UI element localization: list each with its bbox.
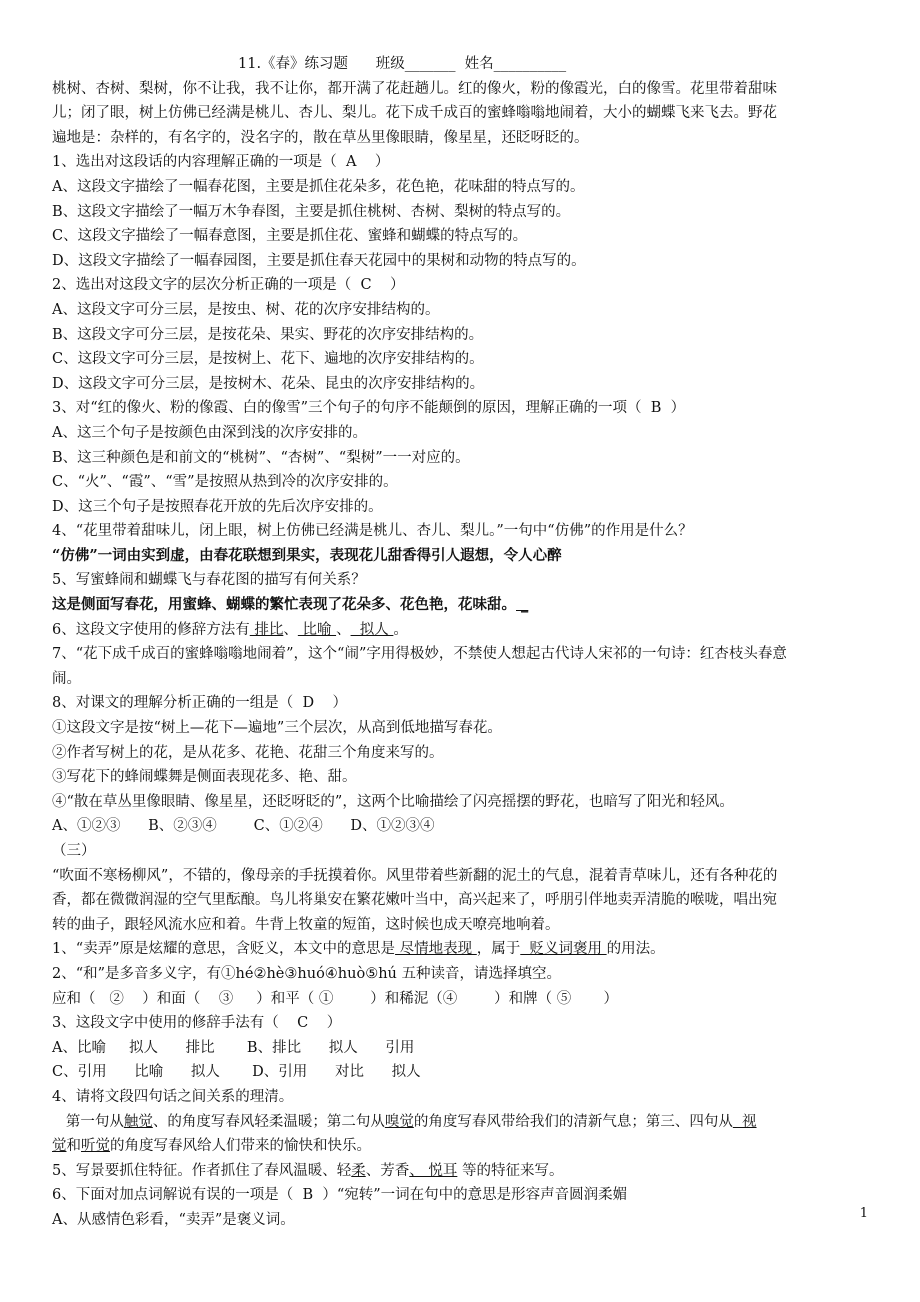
answer-blank: 视 (732, 1113, 757, 1130)
passage-line: 儿；闭了眼，树上仿佛已经满是桃儿、杏儿、梨儿。花下成千成百的蜜蜂嗡嗡地闹着，大小的蝴蝶飞来飞去。野花 (52, 105, 777, 122)
question-2-option: B、这段文字可分三层，是按花朵、果实、野花的次序安排结构的。 (52, 326, 484, 343)
text: 的角度写春风给人们带来的愉快和快乐。 (110, 1138, 371, 1155)
question-4-stem: 4、“花里带着甜味儿，闭上眼，树上仿佛已经满是桃儿、杏儿、梨儿。”一句中“仿佛”的作用是什么？ (52, 523, 693, 540)
section3-question-4-answer (52, 1134, 872, 1159)
passage-line: “吹面不寒杨柳风”，不错的，像母亲的手抚摸着你。风里带着些新翻的泥土的气息，混着青草味儿，还有各种花的 (52, 867, 778, 884)
question-2-option: A、这段文字可分三层，是按虫、树、花的次序安排结构的。 (52, 301, 440, 318)
answer-blank: 、 悦耳 (409, 1162, 458, 1179)
question-3-option: B、这三种颜色是和前文的“桃树”、“杏树”、“梨树”一一对应的。 (52, 449, 470, 466)
answer-blank: 触觉 (123, 1113, 153, 1130)
page-number: 1 (859, 1206, 868, 1221)
answer-blank: _ (516, 596, 529, 614)
section3-question-3-options: A、比喻 拟人 排比 B、排比 拟人 引用 (52, 1039, 415, 1056)
passage-line: 桃树、杏树、梨树，你不让我，我不让你，都开满了花赶趟儿。红的像火，粉的像霞光，白的像雪。花里带着甜味 (52, 80, 777, 97)
passage-line: 转的曲子，跟轻风流水应和着。牛背上牧童的短笛，这时候也成天嘹亮地响着。 (52, 916, 560, 933)
answer-blank: 听觉 (81, 1138, 110, 1155)
question-7-line: 7、“花下成千成百的蜜蜂嗡嗡地闹着”，这个“闹”字用得极妙，不禁使人想起古代诗人宋祁的一句诗：红杏枝头春意 (52, 646, 787, 663)
question-3-stem: 3、对“红的像火、粉的像霞、白的像雪”三个句子的句序不能颠倒的原因，理解正确的一项（ B ） (52, 400, 686, 417)
text: 5、写景要抓住特征。作者抓住了春风温暖、轻 (52, 1162, 352, 1179)
text: 等的特征来写。 (457, 1162, 564, 1179)
question-2-option: C、这段文字可分三层，是按树上、花下、遍地的次序安排结构的。 (52, 351, 484, 368)
question-8-stem: 8、对课文的理解分析正确的一组是（ D ） (52, 695, 348, 712)
question-4-answer: “仿佛”一词由实到虚，由春花联想到果实，表现花儿甜香得引人遐想，令人心醉 (52, 546, 562, 564)
question-7-line: 闹。 (52, 670, 81, 687)
answer-blank: 拟人 (350, 621, 394, 638)
section3-question-2-stem: 2、“和”是多音多义字，有①hé②hè③huó④huò⑤hú 五种读音，请选择填空。 (52, 965, 561, 982)
section3-question-4-stem: 4、请将文段四句话之间关系的理清。 (52, 1088, 294, 1105)
answer-blank: 比喻 (297, 621, 337, 638)
question-suffix: 的用法。 (606, 941, 665, 958)
question-mid: ，属于 (476, 941, 521, 958)
question-6-suffix: 。 (393, 621, 408, 638)
question-1-option: D、这段文字描绘了一幅春园图，主要是抓住春天花园中的果树和动物的特点写的。 (52, 252, 586, 269)
text: 的角度写春风带给我们的清新气息；第三、四句从 (413, 1113, 733, 1130)
answer-blank: 嗅觉 (384, 1113, 414, 1130)
separator: 、 (336, 621, 351, 638)
question-1-option: A、这段文字描绘了一幅春花图，主要是抓住花朵多，花色艳，花味甜的特点写的。 (52, 178, 585, 195)
answer-text: 这是侧面写春花，用蜜蜂、蝴蝶的繁忙表现了花朵多、花色艳，花味甜。 (52, 596, 516, 614)
section3-question-3-stem: 3、这段文字中使用的修辞手法有（ C ） (52, 1015, 342, 1032)
text: 、芳香 (365, 1162, 410, 1179)
section3-question-2-fill: 应和（ ② ）和面（ ③ ）和平（ ① ）和稀泥（④ ）和牌（ ⑤ ） (52, 990, 618, 1007)
section3-question-6-option: A、从感情色彩看，“卖弄”是褒义词。 (52, 1211, 295, 1228)
section3-question-4-answer (52, 1110, 872, 1135)
question-3-option: C、“火”、“霞”、“雪”是按照从热到冷的次序安排的。 (52, 474, 398, 491)
text: 和 (66, 1138, 81, 1155)
question-3-option: D、这三个句子是按照春花开放的先后次序安排的。 (52, 498, 383, 515)
question-8-item: ②作者写树上的花，是从花多、花艳、花甜三个角度来写的。 (52, 744, 444, 761)
question-1-option: B、这段文字描绘了一幅万木争春图，主要是抓住桃树、杏树、梨树的特点写的。 (52, 203, 571, 220)
question-6 (52, 618, 872, 643)
answer-blank: 柔 (351, 1162, 366, 1179)
separator: 、 (283, 621, 298, 638)
text: 、的角度写春风轻柔温暖；第二句从 (152, 1113, 385, 1130)
section3-question-6-stem: 6、下面对加点词解说有误的一项是（ B ）“宛转”一词在句中的意思是形容声音圆润柔媚 (52, 1187, 628, 1204)
question-8-item: ①这段文字是按“树上—花下—遍地”三个层次，从高到低地描写春花。 (52, 720, 502, 737)
question-5-stem: 5、写蜜蜂闹和蝴蝶飞与春花图的描写有何关系？ (52, 572, 366, 589)
question-1-stem: 1、选出对这段话的内容理解正确的一项是（ A ） (52, 154, 390, 171)
section-heading: （三） (52, 843, 96, 859)
answer-blank: 贬义词褒用 (520, 941, 607, 958)
question-prefix: 1、“卖弄”原是炫耀的意思，含贬义，本文中的意思是 (52, 941, 396, 958)
answer-blank: 尽情地表现 (395, 941, 477, 958)
answer-blank: 排比 (249, 621, 284, 638)
document-page (52, 52, 872, 1233)
section3-question-5 (52, 1159, 872, 1184)
passage-line: 遍地是：杂样的，有名字的，没名字的，散在草丛里像眼睛，像星星，还眨呀眨的。 (52, 129, 589, 146)
question-8-item: ④“散在草丛里像眼睛、像星星，还眨呀眨的”，这两个比喻描绘了闪亮摇摆的野花，也暗写了阳光和轻风。 (52, 793, 734, 810)
question-1-option: C、这段文字描绘了一幅春意图，主要是抓住花、蜜蜂和蝴蝶的特点写的。 (52, 228, 528, 245)
question-2-stem: 2、选出对这段文字的层次分析正确的一项是（ C ） (52, 277, 405, 294)
section3-question-3-options: C、引用 比喻 拟人 D、引用 对比 拟人 (52, 1064, 421, 1081)
answer-blank: 觉 (52, 1138, 67, 1155)
page-title: 11.《春》练习题 班级_______ 姓名__________ (238, 56, 567, 72)
question-5-answer (52, 593, 872, 618)
question-8-item: ③写花下的蜂闹蝶舞是侧面表现花多、艳、甜。 (52, 769, 357, 786)
section3-question-1 (52, 937, 872, 962)
question-6-prefix: 6、这段文字使用的修辞方法有 (52, 621, 250, 638)
passage-line: 香，都在微微润湿的空气里酝酿。鸟儿将巢安在繁花嫩叶当中，高兴起来了，呼朋引伴地卖弄清脆的喉咙，唱出宛 (52, 892, 777, 909)
question-8-choices: A、①②③ B、②③④ C、①②④ D、①②③④ (52, 818, 435, 835)
question-2-option: D、这段文字可分三层，是按树木、花朵、昆虫的次序安排结构的。 (52, 375, 485, 392)
text: 第一句从 (52, 1113, 124, 1130)
question-3-option: A、这三个句子是按颜色由深到浅的次序安排的。 (52, 424, 367, 441)
